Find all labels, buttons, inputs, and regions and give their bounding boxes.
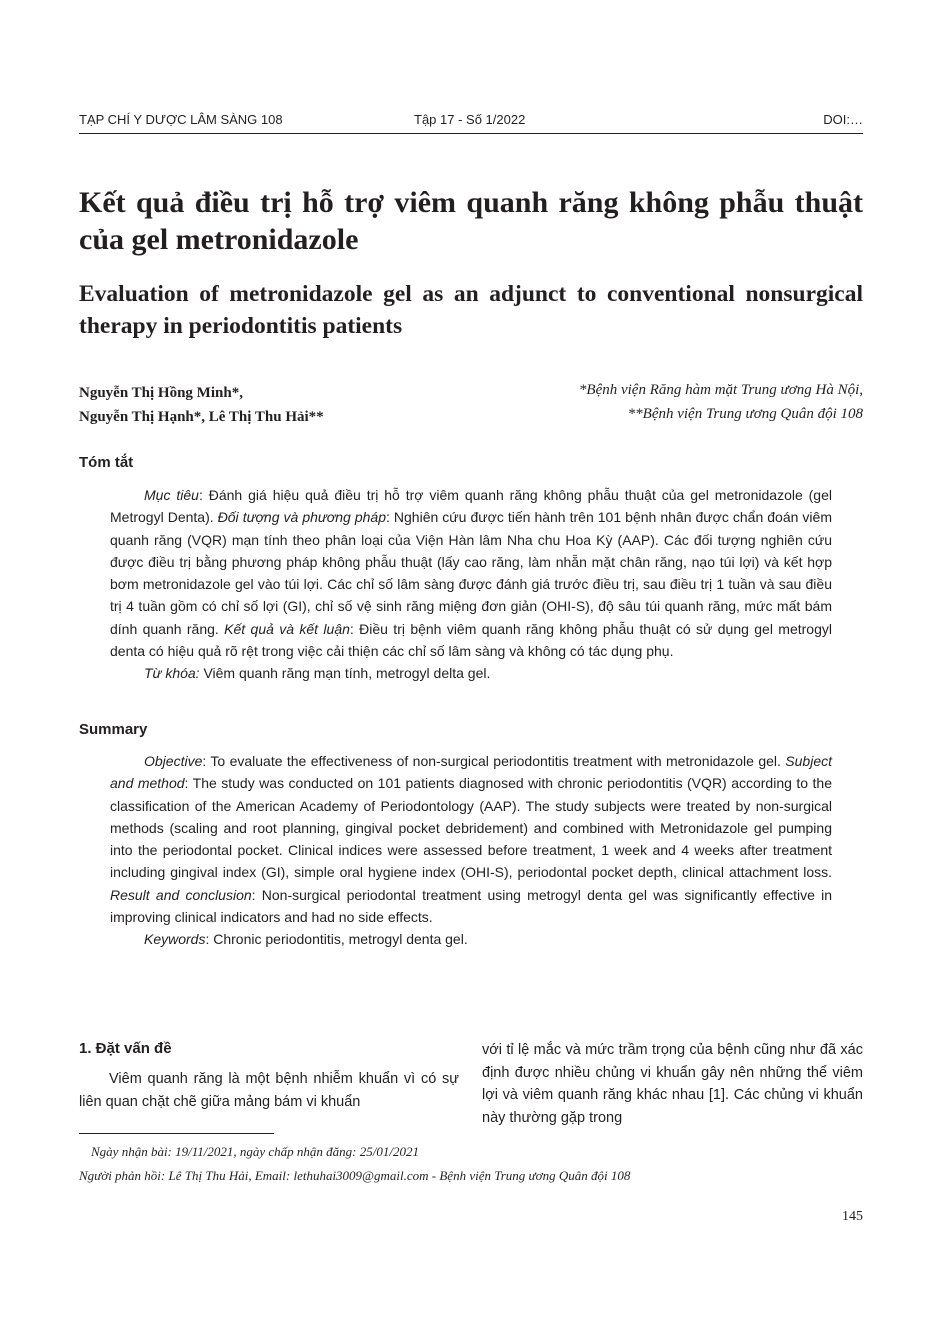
- page-number: 145: [842, 1209, 863, 1224]
- keywords-text: : Chronic periodontitis, metrogyl denta gel.: [205, 931, 468, 948]
- doi-label: DOI:…: [823, 112, 863, 127]
- keywords-label: Keywords: [144, 931, 206, 948]
- abstract-vietnamese: [110, 484, 832, 685]
- abstract-en-body: [110, 750, 832, 928]
- author-line-2: Nguyễn Thị Hạnh*, Lê Thị Thu Hải**: [79, 409, 324, 425]
- objective-text: : Đánh giá hiệu quả điều trị hỗ trợ viêm quanh răng không phẫu thuật của gel metronidazole (gel Metrogyl Denta).: [110, 487, 832, 526]
- objective-label: Mục tiêu: [144, 487, 199, 503]
- title-vietnamese: Kết quả điều trị hỗ trợ viêm quanh răng không phẫu thuật của gel metronidazole: [79, 186, 863, 256]
- issue-label: Tập 17 - Số 1/2022: [414, 112, 526, 127]
- result-label: Result and conclusion: [110, 886, 252, 903]
- author-line-1: Nguyễn Thị Hồng Minh*,: [79, 385, 243, 401]
- result-label: Kết quả và kết luận: [224, 620, 350, 637]
- received-dates: Ngày nhận bài: 19/11/2021, ngày chấp nhận đăng: 25/01/2021: [91, 1144, 419, 1159]
- result-text: : Non-surgical periodontal treatment using metrogyl denta gel was significantly effective in improving clinical indicators and had no side effects.: [110, 886, 832, 926]
- objective-label: Objective: [144, 753, 203, 769]
- footnotes: [79, 1140, 869, 1188]
- journal-name: TẠP CHÍ Y DƯỢC LÂM SÀNG 108: [79, 112, 283, 127]
- method-label: Subject and method: [110, 753, 832, 792]
- keywords-text: Viêm quanh răng mạn tính, metrogyl delta gel.: [199, 665, 491, 682]
- abstract-en-keywords: [110, 928, 832, 950]
- introduction-heading: 1. Đặt vấn đề: [79, 1040, 172, 1057]
- footnote-divider: [79, 1133, 274, 1134]
- result-text: : Điều trị bệnh viêm quanh răng không phẫu thuật có sử dụng gel metrogyl denta có hiệu quả rõ rệt trong việc cải thiện các chỉ số lâm sàng và không có tác dụng phụ.: [110, 620, 832, 660]
- method-label: Đối tượng và phương pháp: [217, 509, 386, 526]
- abstract-english: [110, 750, 832, 951]
- affiliation-list: [463, 378, 863, 426]
- method-text: : Nghiên cứu được tiến hành trên 101 bệnh nhân được chẩn đoán viêm quanh răng (VQR) mạn tính theo phân loại của Viện Hàn lâm Nha chu Hoa Kỳ (AAP). Các đối tượng nghiên cứu được điều trị bằng phương pháp không phẫu thuật (lấy cao răng, làm nhẵn mặt chân răng, nạo túi lợi) và kết hợp bơm metronidazole gel vào túi lợi. Các chỉ số lâm sàng được đánh giá trước điều trị, sau điều trị 1 tuần và sau điều trị 4 tuần gồm có chỉ số lợi (GI), chỉ số vệ sinh răng miệng đơn giản (OHI-S), độ sâu túi quanh răng, mức mất bám dính quanh răng.: [110, 509, 832, 637]
- introduction-right-column: với tỉ lệ mắc và mức trầm trọng của bệnh cũng như đã xác định được nhiều chủng vi khuẩn gây nên những thể viêm lợi và viêm quanh răng khác nhau [1]. Các chủng vi khuẩn này thường gặp trong: [482, 1042, 863, 1126]
- abstract-vi-keywords: [110, 662, 832, 684]
- title-english: Evaluation of metronidazole gel as an adjunct to conventional nonsurgical therapy in periodontitis patients: [79, 281, 863, 339]
- affiliation-line-2: **Bệnh viện Trung ương Quân đội 108: [627, 406, 863, 422]
- running-header: [79, 112, 863, 130]
- method-text: : The study was conducted on 101 patients diagnosed with chronic periodontitis (VQR) according to the classification of the American Academy of Periodontology (AAP). The study subjects were treated by non-surgical methods (scaling and root planning, gingival pocket debridement) and combined with Metronidazole gel pumping into the periodontal pocket. Clinical indices were assessed before treatment, 1 week and 4 weeks after treatment including gingival index (GI), simple oral hygiene index (OHI-S), periodontal pocket depth, clinical attachment loss.: [110, 775, 832, 881]
- abstract-vi-body: [110, 484, 832, 662]
- affiliation-line-1: *Bệnh viện Răng hàm mặt Trung ương Hà Nội,: [578, 382, 863, 398]
- keywords-label: Từ khóa:: [144, 665, 200, 682]
- introduction-left-column: Viêm quanh răng là một bệnh nhiễm khuẩn vì có sự liên quan chặt chẽ giữa mảng bám vi khuẩn: [79, 1071, 459, 1110]
- abstract-vi-heading: Tóm tắt: [79, 454, 134, 471]
- objective-text: : To evaluate the effectiveness of non-surgical periodontitis treatment with metronidazole gel.: [202, 753, 786, 769]
- author-list: [79, 381, 439, 429]
- correspondence: Người phản hồi: Lê Thị Thu Hải, Email: lethuhai3009@gmail.com - Bệnh viện Trung ương Quân đội 108: [79, 1168, 631, 1183]
- summary-heading: Summary: [79, 721, 148, 738]
- header-divider: [79, 133, 863, 134]
